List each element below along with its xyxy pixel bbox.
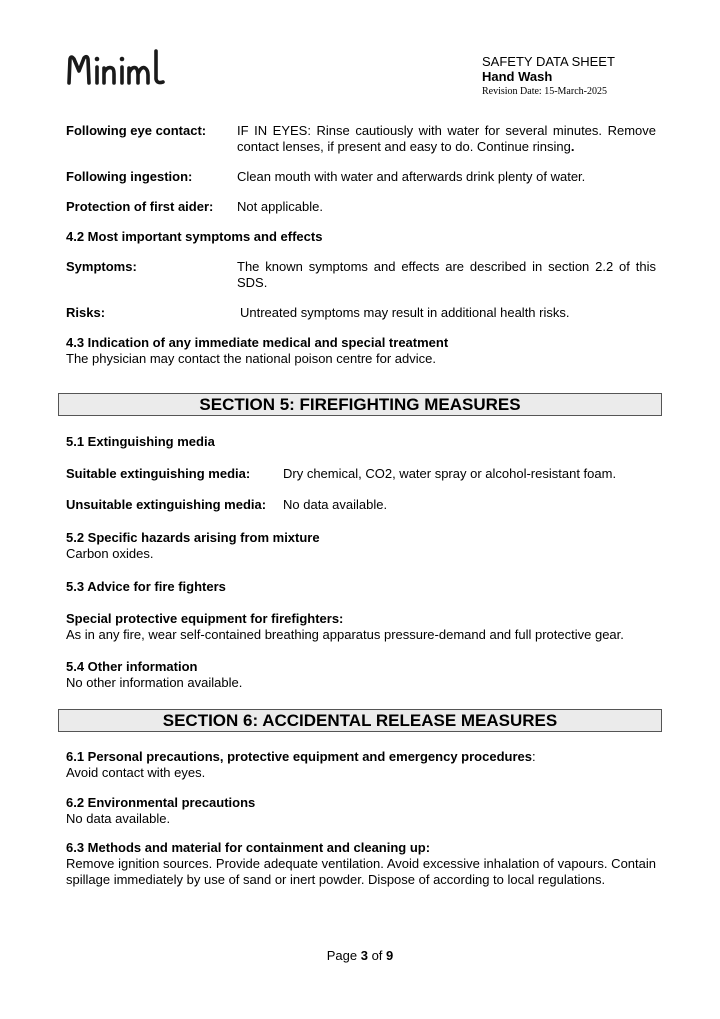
heading-4-3: 4.3 Indication of any immediate medical and special treatment bbox=[66, 335, 449, 350]
eye-contact-text: IF IN EYES: Rinse cautiously with water for several minutes. Remove contact lenses, if present and easy to do. Continue rinsing bbox=[237, 123, 656, 154]
risks-row bbox=[66, 305, 656, 321]
revision-date: Revision Date: 15-March-2025 bbox=[482, 86, 607, 97]
heading-6-1-text: 6.1 Personal precautions, protective equipment and emergency procedures bbox=[66, 749, 532, 764]
text-5-4: No other information available. bbox=[66, 675, 243, 690]
ingestion-row bbox=[66, 169, 656, 185]
block-6-2 bbox=[66, 795, 656, 827]
page-total: 9 bbox=[386, 948, 394, 963]
eye-contact-row bbox=[66, 123, 656, 155]
unsuitable-media-row bbox=[66, 497, 656, 513]
heading-6-2: 6.2 Environmental precautions bbox=[66, 795, 256, 810]
heading-4-2: 4.2 Most important symptoms and effects bbox=[66, 229, 323, 244]
block-6-3 bbox=[66, 840, 656, 888]
text-6-2: No data available. bbox=[66, 811, 171, 826]
document-header bbox=[482, 54, 615, 99]
block-5-2 bbox=[66, 530, 656, 562]
first-aider-row bbox=[66, 199, 656, 215]
page-number: 3 bbox=[360, 948, 368, 963]
block-6-1 bbox=[66, 749, 656, 781]
heading-6-1-colon: : bbox=[531, 749, 536, 764]
text-6-3: Remove ignition sources. Provide adequate ventilation. Avoid excessive inhalation of vapours. Contain spillage immediately by use of sand or inert powder. Dispose of according to local regulations. bbox=[66, 856, 656, 887]
ingestion-value: Clean mouth with water and afterwards drink plenty of water. bbox=[237, 169, 586, 184]
block-5-4 bbox=[66, 659, 656, 691]
block-ppe bbox=[66, 611, 656, 643]
heading-5-1-text: 5.1 Extinguishing media bbox=[66, 434, 215, 449]
first-aider-label: Protection of first aider: bbox=[66, 199, 214, 214]
page-word: Page bbox=[326, 948, 358, 963]
of-word: of bbox=[371, 948, 383, 963]
ppe-heading: Special protective equipment for firefighters: bbox=[66, 611, 344, 626]
heading-5-3 bbox=[66, 579, 656, 595]
heading-6-3: 6.3 Methods and material for containment and cleaning up: bbox=[66, 840, 431, 855]
symptoms-value: The known symptoms and effects are described in section 2.2 of this SDS. bbox=[237, 259, 656, 290]
doc-type: SAFETY DATA SHEET bbox=[482, 54, 615, 69]
eye-contact-value bbox=[237, 123, 656, 155]
risks-label: Risks: bbox=[66, 305, 106, 320]
brand-logo bbox=[66, 47, 176, 92]
section5-title: SECTION 5: FIREFIGHTING MEASURES bbox=[58, 393, 662, 416]
first-aider-value: Not applicable. bbox=[237, 199, 323, 214]
heading-5-3-text: 5.3 Advice for fire fighters bbox=[66, 579, 226, 594]
unsuitable-media-value: No data available. bbox=[283, 497, 388, 512]
eye-contact-period: . bbox=[570, 139, 575, 154]
miniml-logo-mark bbox=[66, 47, 176, 89]
symptoms-row bbox=[66, 259, 656, 291]
suitable-media-label: Suitable extinguishing media: bbox=[66, 466, 251, 481]
heading-5-2: 5.2 Specific hazards arising from mixture bbox=[66, 530, 320, 545]
risks-value: Untreated symptoms may result in additional health risks. bbox=[240, 305, 570, 320]
product-name: Hand Wash bbox=[482, 69, 553, 84]
heading-5-4: 5.4 Other information bbox=[66, 659, 198, 674]
suitable-media-value: Dry chemical, CO2, water spray or alcohol-resistant foam. bbox=[283, 466, 617, 481]
unsuitable-media-label: Unsuitable extinguishing media: bbox=[66, 497, 267, 512]
page-footer bbox=[0, 948, 720, 963]
ingestion-label: Following ingestion: bbox=[66, 169, 193, 184]
eye-contact-label: Following eye contact: bbox=[66, 123, 207, 138]
text-5-2: Carbon oxides. bbox=[66, 546, 154, 561]
text-4-3: The physician may contact the national poison centre for advice. bbox=[66, 351, 436, 366]
text-6-1: Avoid contact with eyes. bbox=[66, 765, 206, 780]
section6-title: SECTION 6: ACCIDENTAL RELEASE MEASURES bbox=[58, 709, 662, 732]
section4-content bbox=[66, 123, 656, 367]
heading-6-1 bbox=[66, 749, 656, 765]
heading-5-1 bbox=[66, 434, 656, 450]
symptoms-label: Symptoms: bbox=[66, 259, 137, 274]
ppe-text: As in any fire, wear self-contained breathing apparatus pressure-demand and full protective gear. bbox=[66, 627, 624, 642]
suitable-media-row bbox=[66, 466, 656, 482]
